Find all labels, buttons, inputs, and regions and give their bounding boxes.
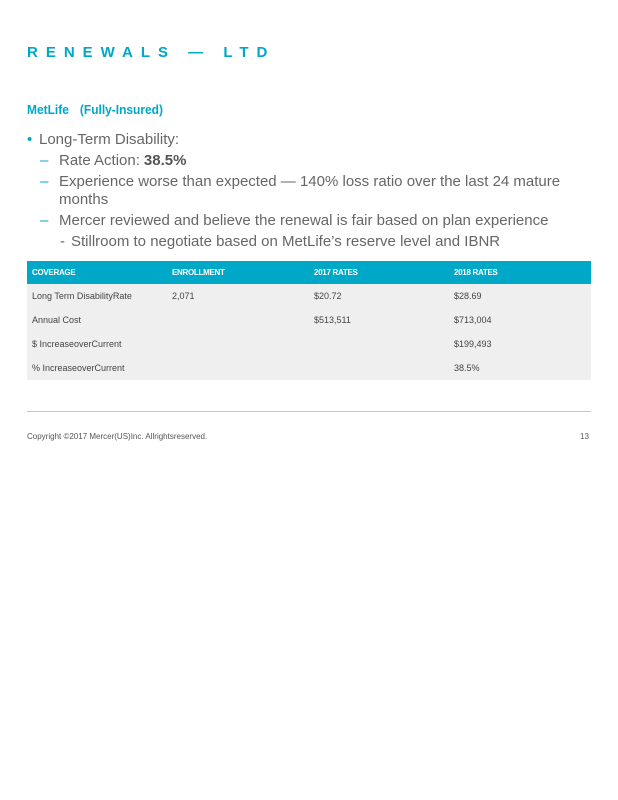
table-cell: 2,071 — [167, 284, 309, 308]
table-cell: $20.72 — [309, 284, 449, 308]
table-row — [27, 308, 591, 332]
table-cell: $ IncreaseoverCurrent — [27, 332, 167, 356]
bullet-dot-icon: • — [27, 131, 33, 148]
bullet-ltd — [27, 131, 587, 149]
table-cell: $713,004 — [449, 308, 591, 332]
experience-text: Experience worse than expected — 140% loss ratio over the last 24 mature months — [59, 173, 561, 208]
table-cell — [309, 356, 449, 380]
column-header: ENROLLMENT — [167, 261, 309, 284]
carrier-name: MetLife — [27, 102, 69, 117]
table-cell: % IncreaseoverCurrent — [27, 356, 167, 380]
table-cell: Long Term DisabilityRate — [27, 284, 167, 308]
table-cell: $199,493 — [449, 332, 591, 356]
bullet-negotiate — [27, 233, 587, 251]
bullet-rate-action — [27, 152, 587, 170]
table-cell — [167, 332, 309, 356]
table-header-row — [27, 261, 591, 284]
rate-action-value: 38.5% — [143, 152, 187, 169]
bullet-experience — [27, 173, 587, 209]
table-row — [27, 284, 591, 308]
rate-action-label: Rate Action: — [59, 152, 140, 169]
table-cell: $513,511 — [309, 308, 449, 332]
negotiate-text: Stillroom to negotiate based on MetLife’s reserve level and IBNR — [71, 233, 501, 250]
column-header: 2018 RATES — [449, 261, 591, 284]
dash-icon: – — [40, 212, 49, 229]
dash-icon: – — [40, 152, 49, 169]
review-text: Mercer reviewed and believe the renewal is fair based on plan experience — [59, 212, 549, 229]
section-heading — [27, 102, 163, 117]
hyphen-icon: - — [60, 233, 65, 250]
footer-divider — [27, 411, 591, 412]
table-cell — [309, 332, 449, 356]
table-cell: Annual Cost — [27, 308, 167, 332]
plan-type: (Fully-Insured) — [79, 102, 163, 117]
copyright-text: Copyright ©2017 Mercer(US)Inc. Allrightsreserved. — [27, 432, 208, 441]
table-row — [27, 356, 591, 380]
page-title: RENEWALS — LTD — [27, 44, 276, 61]
table-cell — [167, 308, 309, 332]
page-number: 13 — [580, 432, 589, 441]
bullet-ltd-text: Long-Term Disability: — [39, 131, 180, 148]
dash-icon: – — [40, 173, 49, 190]
table-row — [27, 332, 591, 356]
column-header: 2017 RATES — [309, 261, 449, 284]
table-cell — [167, 356, 309, 380]
rates-table — [27, 261, 591, 380]
bullet-review — [27, 212, 587, 230]
table-cell: 38.5% — [449, 356, 591, 380]
column-header: COVERAGE — [27, 261, 167, 284]
table-cell: $28.69 — [449, 284, 591, 308]
bullet-list — [27, 131, 587, 251]
